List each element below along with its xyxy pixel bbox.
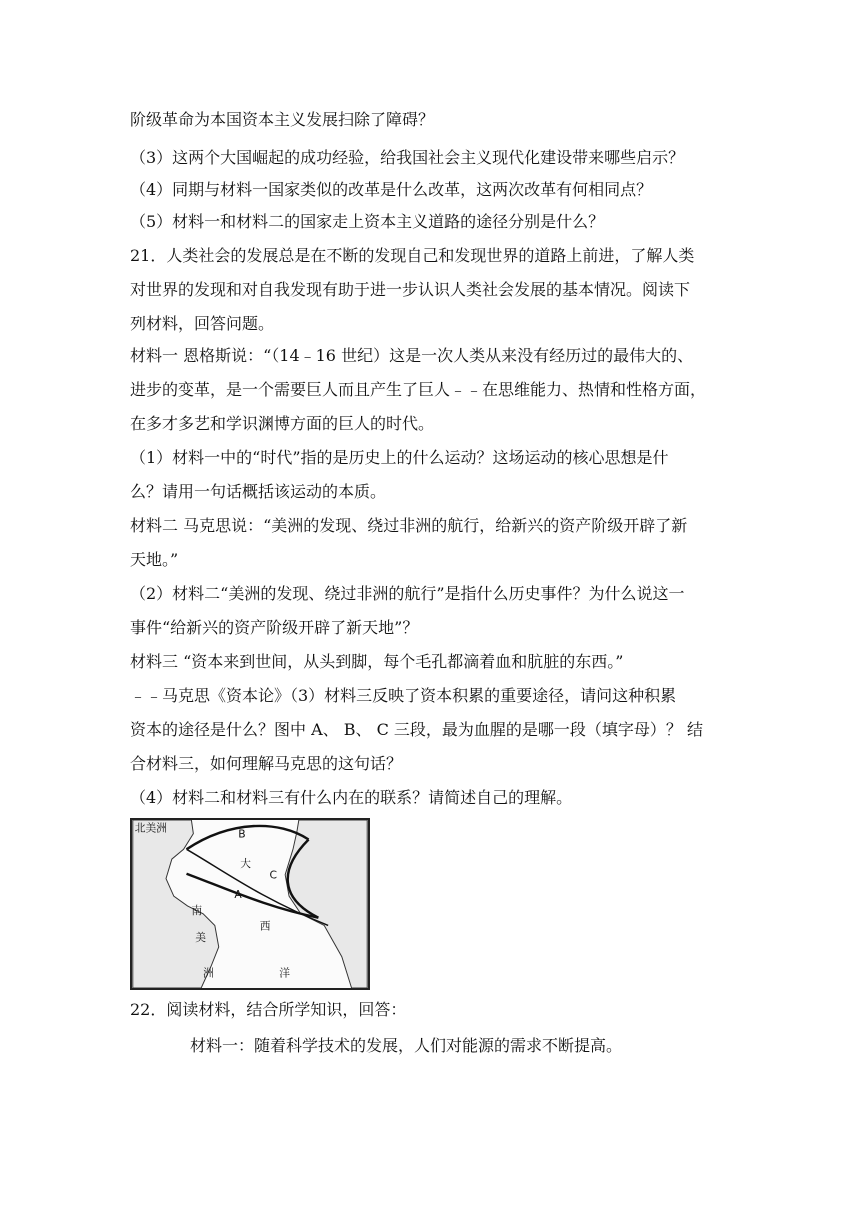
sub-question-2: （2）材料二“美洲的发现、绕过非洲的航行”是指什么历史事件？为什么说这一 xyxy=(130,584,685,603)
text-line: 事件“给新兴的资产阶级开辟了新天地”？ xyxy=(130,618,419,637)
text-line: 对世界的发现和对自我发现有助于进一步认识人类社会发展的基本情况。阅读下 xyxy=(130,280,691,299)
label-south-america-2: 美 xyxy=(195,931,207,945)
question-5: （5）材料一和材料二的国家走上资本主义道路的途径分别是什么？ xyxy=(130,212,605,231)
question-3: （3）这两个大国崛起的成功经验，给我国社会主义现代化建设带来哪些启示？ xyxy=(130,148,685,167)
question-22: 22．阅读材料，结合所学知识，回答： xyxy=(130,1000,407,1019)
material-2: 材料二 马克思说：“美洲的发现、绕过非洲的航行，给新兴的资产阶级开辟了新 xyxy=(130,516,688,535)
label-ocean-da: 大 xyxy=(240,856,251,870)
material-1-q22: 材料一：随着科学技术的发展，人们对能源的需求不断提高。 xyxy=(190,1036,623,1055)
americas-landmass xyxy=(133,820,219,988)
text-line: 么？请用一句话概括该运动的本质。 xyxy=(130,482,387,501)
text-line: 阶级革命为本国资本主义发展扫除了障碍？ xyxy=(130,110,435,129)
label-route-c: C xyxy=(269,868,278,882)
question-21-intro: 21．人类社会的发展总是在不断的发现自己和发现世界的道路上前进，了解人类 xyxy=(130,246,695,265)
map-graphic xyxy=(132,820,368,988)
question-4: （4）同期与材料一国家类似的改革是什么改革，这两次改革有何相同点？ xyxy=(130,180,653,199)
triangular-trade-map xyxy=(130,818,370,990)
label-route-b: B xyxy=(238,827,246,841)
text-line: 列材料，回答问题。 xyxy=(130,314,275,333)
label-south-america-3: 洲 xyxy=(203,966,214,980)
material-3: 材料三 “资本来到世间，从头到脚，每个毛孔都滴着血和肮脏的东西。” xyxy=(130,652,624,671)
sub-question-3: ﹣﹣马克思《资本论》（3）材料三反映了资本积累的重要途径，请问这种积累 xyxy=(130,686,677,705)
sub-question-4: （4）材料二和材料三有什么内在的联系？请简述自己的理解。 xyxy=(130,788,573,807)
material-1: 材料一 恩格斯说：“（14﹣16 世纪）这是一次人类从来没有经历过的最伟大的、 xyxy=(130,346,694,365)
sub-question-1: （1）材料一中的“时代”指的是历史上的什么运动？这场运动的核心思想是什 xyxy=(130,448,669,467)
text-line: 进步的变革，是一个需要巨人而且产生了巨人﹣﹣在思维能力、热情和性格方面， xyxy=(130,380,707,399)
route-b-line xyxy=(187,826,309,849)
label-south-america-1: 南 xyxy=(191,903,203,917)
text-line: 天地。” xyxy=(130,550,179,569)
text-line: 在多才多艺和学识渊博方面的巨人的时代。 xyxy=(130,414,435,433)
text-line: 资本的途径是什么？图中 A、 B、 C 三段，最为血腥的是哪一段（填字母）？ 结 xyxy=(130,720,703,739)
label-ocean-xi: 西 xyxy=(259,919,271,933)
text-line: 合材料三，如何理解马克思的这句话？ xyxy=(130,754,403,773)
label-north-america: 北美洲 xyxy=(134,821,167,835)
label-ocean-yang: 洋 xyxy=(279,966,291,980)
label-route-a: A xyxy=(234,888,242,902)
